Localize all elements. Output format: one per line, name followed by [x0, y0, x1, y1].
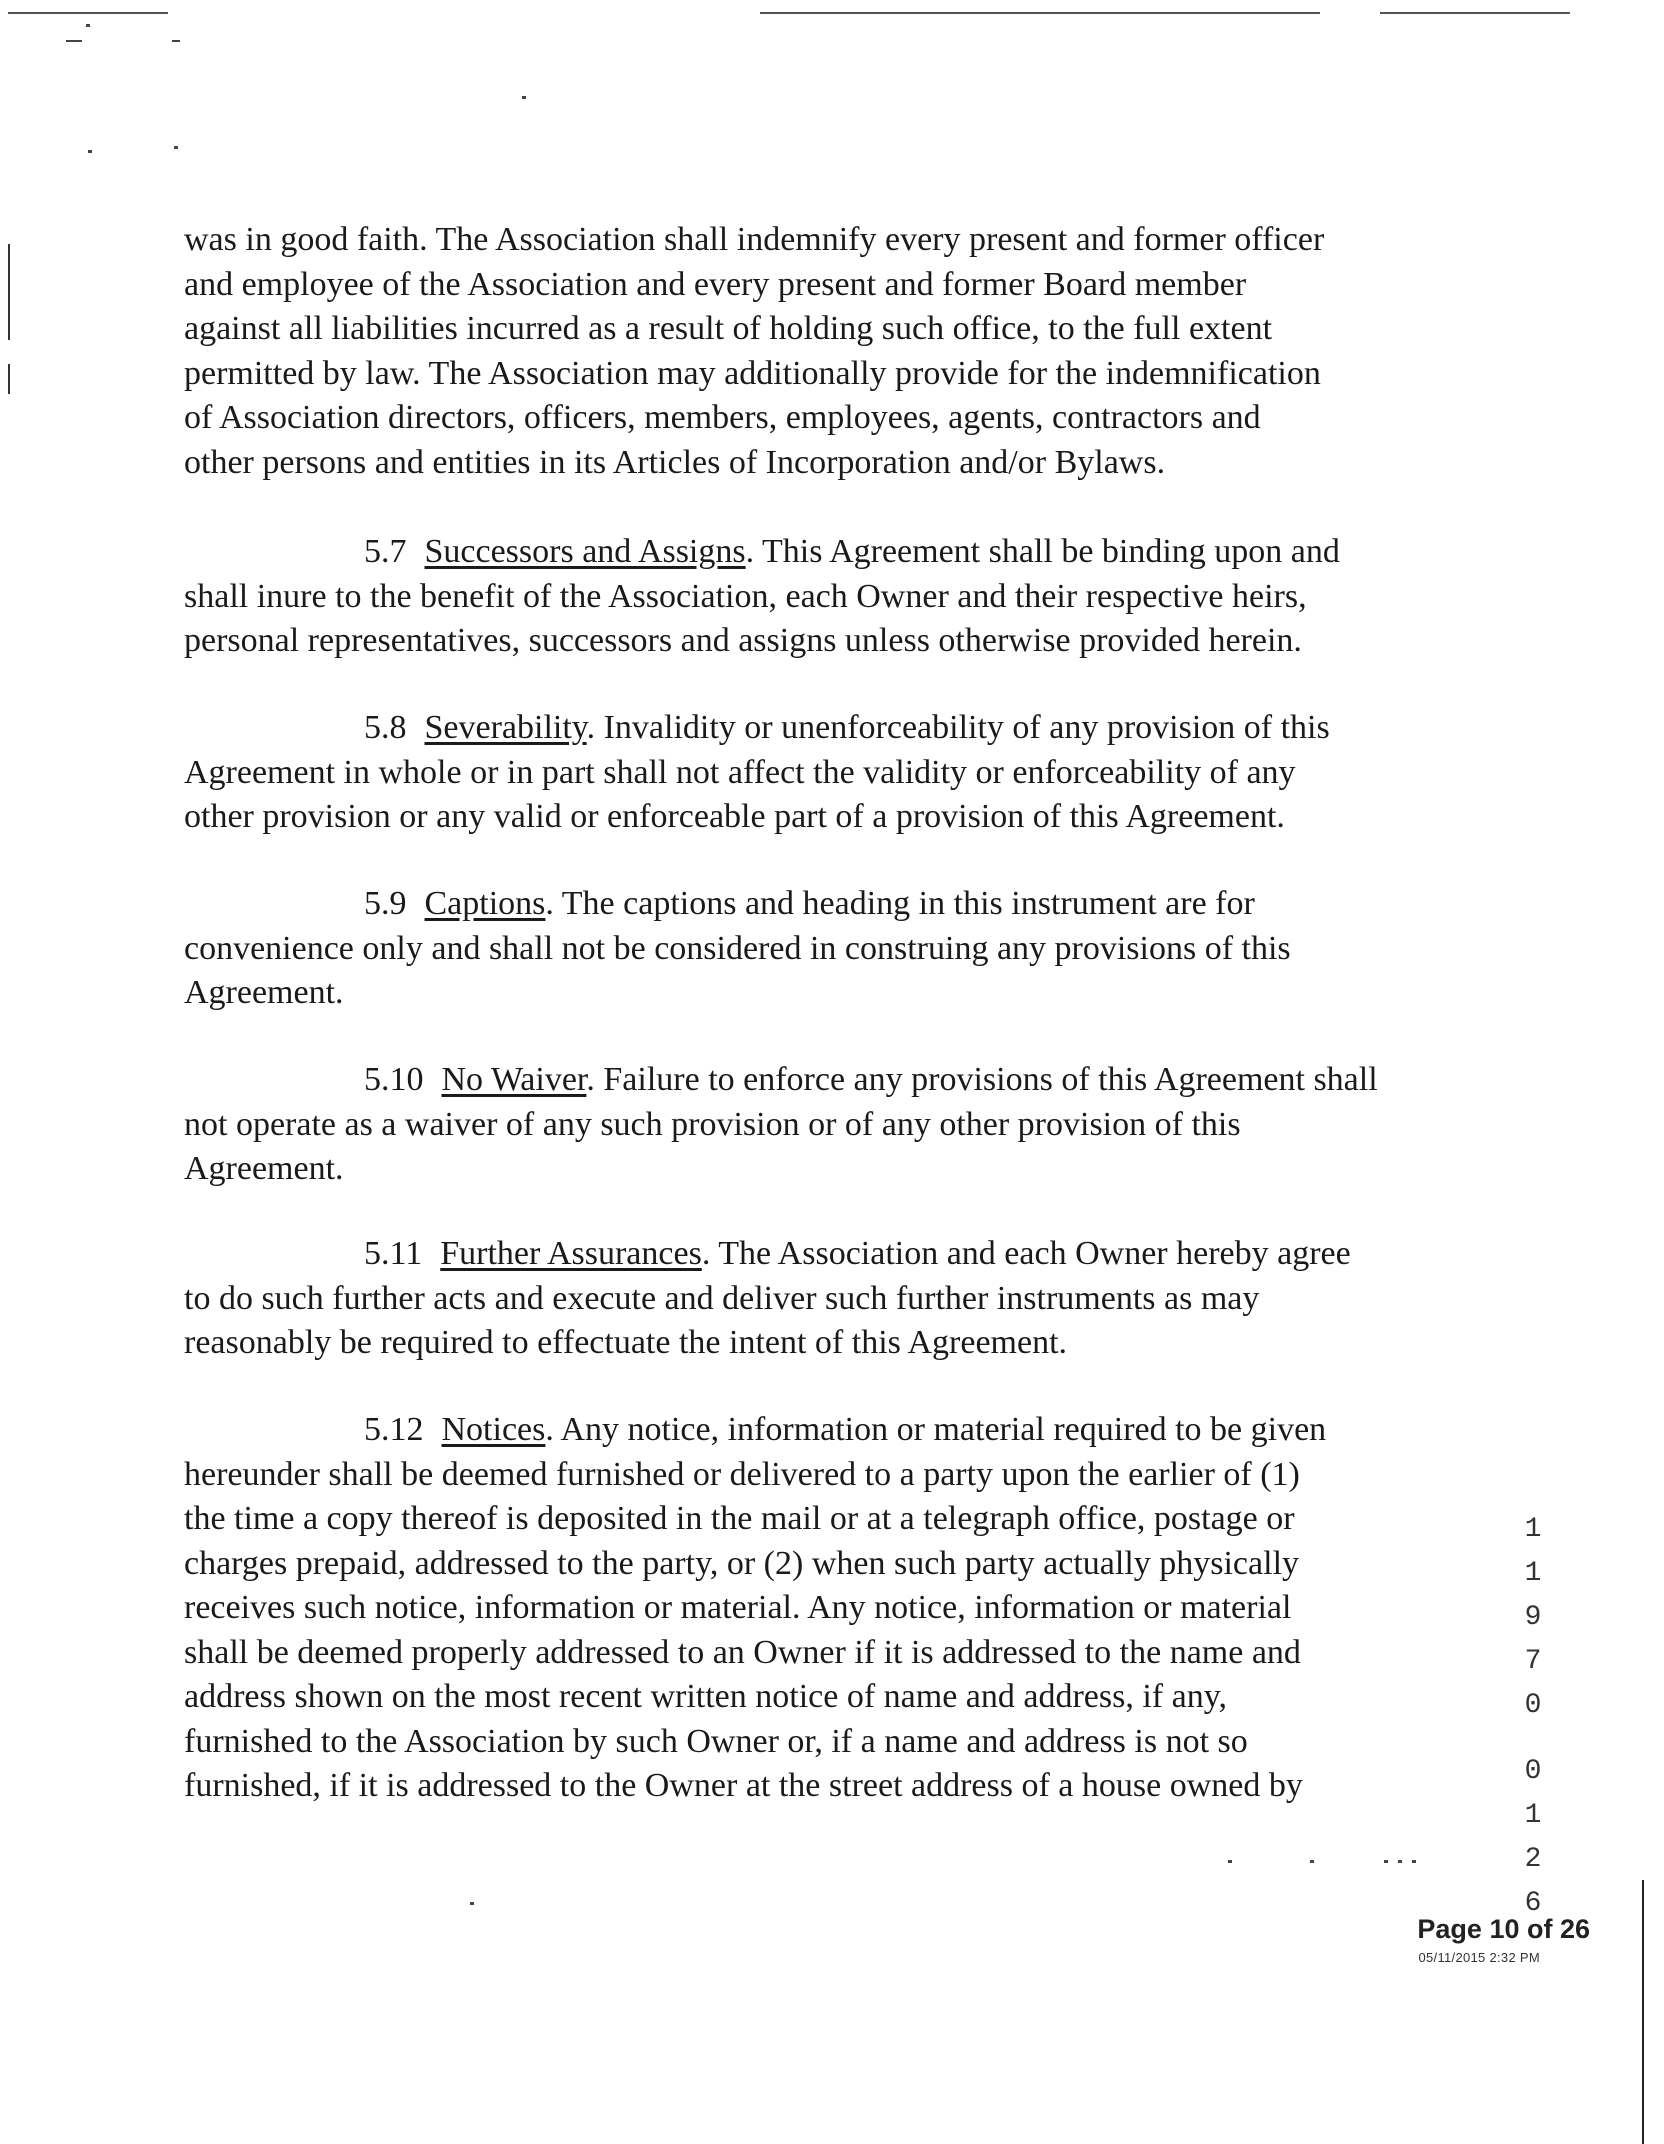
text-line: and employee of the Association and every present and former Board member: [184, 265, 1247, 303]
section-5-10: [184, 1058, 1400, 1192]
scan-artifact-top-right: [1380, 12, 1570, 14]
bates-digit: 7: [1524, 1646, 1542, 1677]
section-number: 5.10: [364, 1061, 424, 1098]
section-5-9: [184, 882, 1400, 1016]
text-line: other persons and entities in its Articles of Incorporation and/or Bylaws.: [184, 443, 1166, 481]
scan-artifact-dot: [1384, 1860, 1388, 1863]
text-line: against all liabilities incurred as a result of holding such office, to the full extent: [184, 310, 1273, 347]
section-number: 5.11: [364, 1235, 423, 1272]
text-line: charges prepaid, addressed to the party, or (2) when such party actually physically: [184, 1544, 1300, 1582]
bates-digit: 9: [1524, 1602, 1542, 1633]
text-line: of Association directors, officers, members, employees, agents, contractors and: [184, 399, 1261, 436]
scan-artifact-dot: [1310, 1860, 1314, 1863]
section-5-11: [184, 1232, 1400, 1366]
section-title: Further Assurances: [440, 1235, 702, 1272]
section-number: 5.7: [364, 533, 407, 570]
text-line: personal representatives, successors and assigns unless otherwise provided herein.: [184, 622, 1302, 659]
section-first-line: [184, 1408, 1400, 1453]
bates-digit: 6: [1524, 1888, 1542, 1919]
scan-artifact-dot: [1412, 1860, 1416, 1863]
scan-artifact-dot: [88, 150, 92, 153]
section-5-8: [184, 706, 1400, 840]
scan-artifact-dot: [1228, 1860, 1232, 1863]
text-line: . Failure to enforce any provisions of this Agreement shall: [586, 1061, 1378, 1098]
text-line: furnished, if it is addressed to the Owner at the street address of a house owned by: [184, 1767, 1303, 1804]
section-title: Captions: [424, 885, 546, 922]
recording-timestamp: 05/11/2015 2:32 PM: [1418, 1950, 1540, 1965]
bates-digit: 2: [1524, 1844, 1542, 1875]
scan-artifact-dot: [86, 24, 90, 27]
text-line: receives such notice, information or material. Any notice, information or material: [184, 1589, 1292, 1626]
scan-artifact-dot: [522, 96, 526, 99]
scan-artifact-dot: [174, 146, 178, 149]
scan-artifact-left-bar: [8, 364, 10, 394]
text-line: shall inure to the benefit of the Association, each Owner and their respective heirs,: [184, 577, 1307, 615]
section-first-line: [184, 1232, 1400, 1277]
text-line: Agreement.: [184, 1150, 344, 1187]
bates-digit: 1: [1524, 1800, 1542, 1831]
page-number-label: Page 10 of 26: [1417, 1914, 1590, 1944]
scan-artifact-dot: [1398, 1860, 1402, 1863]
text-line: . This Agreement shall be binding upon and: [745, 533, 1340, 570]
section-title: Successors and Assigns: [424, 533, 746, 570]
section-first-line: [184, 530, 1400, 575]
section-first-line: [184, 706, 1400, 751]
section-5-12: [184, 1408, 1400, 1809]
section-title: Severability: [424, 709, 587, 746]
bates-stamp: [1522, 1508, 1544, 1926]
scan-artifact-top-center: [760, 12, 1320, 14]
intro-paragraph: [184, 218, 1400, 485]
scan-artifact-right-edge: [1642, 1880, 1644, 2144]
scan-artifact-dot: [470, 1902, 474, 1905]
text-line: address shown on the most recent written notice of name and address, if any,: [184, 1678, 1227, 1715]
text-line: furnished to the Association by such Owner or, if a name and address is not so: [184, 1722, 1248, 1760]
text-line: . Invalidity or unenforceability of any provision of this: [586, 709, 1330, 746]
section-5-7: [184, 530, 1400, 664]
section-first-line: [184, 882, 1400, 927]
text-line: . Any notice, information or material required to be given: [545, 1411, 1327, 1448]
section-title: No Waiver: [441, 1061, 587, 1098]
text-line: shall be deemed properly addressed to an Owner if it is addressed to the name and: [184, 1633, 1301, 1671]
section-number: 5.8: [364, 709, 407, 746]
text-line: Agreement in whole or in part shall not affect the validity or enforceability of any: [184, 753, 1296, 791]
text-line: . The captions and heading in this instrument are for: [545, 885, 1255, 922]
bates-gap: [1522, 1728, 1544, 1750]
scan-artifact-dot: [172, 40, 180, 42]
section-first-line: [184, 1058, 1400, 1103]
section-number: 5.9: [364, 885, 407, 922]
text-line: Agreement.: [184, 974, 344, 1011]
text-line: reasonably be required to effectuate the intent of this Agreement.: [184, 1324, 1068, 1361]
text-line: to do such further acts and execute and deliver such further instruments as may: [184, 1279, 1260, 1317]
text-line: the time a copy thereof is deposited in the mail or at a telegraph office, postage or: [184, 1500, 1295, 1537]
text-line: other provision or any valid or enforceable part of a provision of this Agreement.: [184, 798, 1285, 835]
scan-artifact-dot: [66, 40, 82, 42]
scan-artifact-left-bar: [8, 244, 10, 340]
section-number: 5.12: [364, 1411, 424, 1448]
bates-digit: 1: [1524, 1558, 1542, 1589]
text-line: not operate as a waiver of any such provision or of any other provision of this: [184, 1105, 1241, 1143]
bates-digit: 0: [1524, 1690, 1542, 1721]
bates-digit: 0: [1524, 1756, 1542, 1787]
bates-digit: 1: [1524, 1514, 1542, 1545]
scan-artifact-top-left: [8, 12, 168, 14]
section-title: Notices: [441, 1411, 546, 1448]
text-line: hereunder shall be deemed furnished or delivered to a party upon the earlier of (1): [184, 1455, 1300, 1493]
text-line: permitted by law. The Association may additionally provide for the indemnification: [184, 354, 1321, 392]
text-line: was in good faith. The Association shall indemnify every present and former officer: [184, 221, 1325, 258]
text-line: . The Association and each Owner hereby agree: [701, 1235, 1351, 1272]
text-line: convenience only and shall not be considered in construing any provisions of this: [184, 929, 1291, 967]
